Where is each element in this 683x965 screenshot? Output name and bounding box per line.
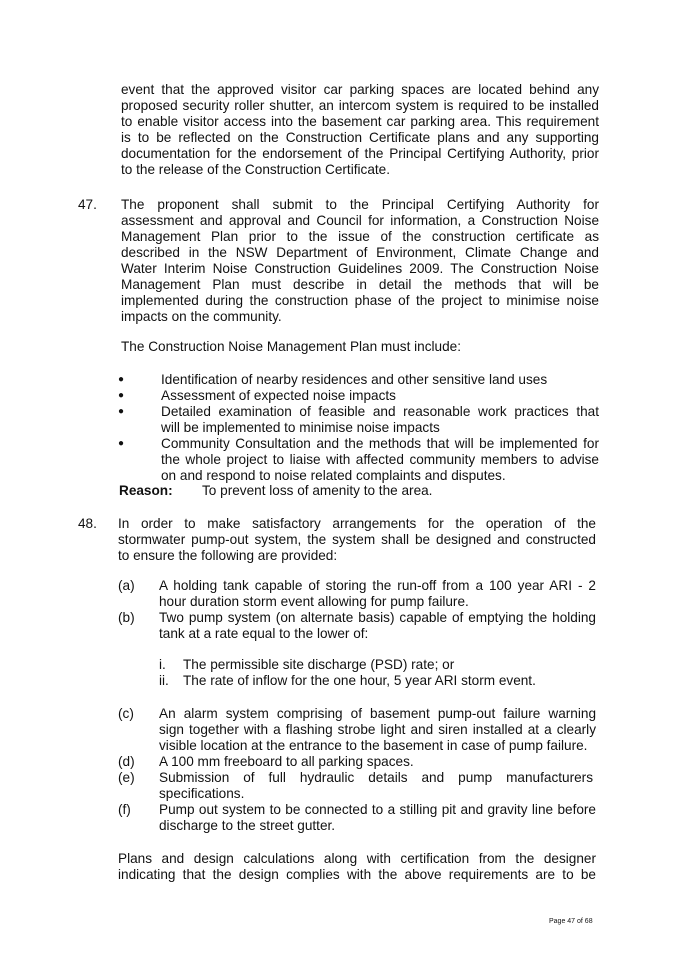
bullet-icon: ● xyxy=(118,374,125,385)
item-text: A 100 mm freeboard to all parking spaces. xyxy=(159,754,414,769)
subitem-label: i. xyxy=(159,657,166,672)
page-number: Page 47 of 68 xyxy=(549,918,593,925)
list-item: Community Consultation and the methods that will be implemented for xyxy=(161,436,599,451)
text-line: documentation for the endorsement of the Principal Certifying Authority, prior xyxy=(121,146,599,161)
text-line: stormwater pump-out system, the system shall be designed and constructed xyxy=(118,532,596,547)
reason-label: Reason: xyxy=(119,483,173,498)
item-label: (a) xyxy=(118,578,135,593)
text-line: indicating that the design complies with the above requirements are to be xyxy=(118,867,596,882)
item-text: visible location at the entrance to the basement in case of pump failure. xyxy=(159,738,588,753)
text-line: to the release of the Construction Certificate. xyxy=(121,162,390,177)
text-line: Management Plan prior to the issue of the construction certificate as xyxy=(121,229,599,244)
must-include-heading: The Construction Noise Management Plan must include: xyxy=(121,339,462,354)
text-line: proposed security roller shutter, an intercom system is required to be installed xyxy=(121,98,599,113)
item-text: A holding tank capable of storing the run-off from a 100 year ARI - 2 xyxy=(159,578,596,593)
subitem-text: The rate of inflow for the one hour, 5 year ARI storm event. xyxy=(183,673,536,688)
item-text: Pump out system to be connected to a stilling pit and gravity line before xyxy=(159,802,596,817)
text-line: The proponent shall submit to the Principal Certifying Authority for xyxy=(121,197,599,212)
item-label: (e) xyxy=(118,770,135,785)
text-line: Management Plan must describe in detail the methods that will be xyxy=(121,277,599,292)
list-item-continued: the whole project to liaise with affected community members to advise xyxy=(161,452,599,467)
item-label: (f) xyxy=(118,802,131,817)
text-line: event that the approved visitor car parking spaces are located behind any xyxy=(121,82,599,97)
item-text: sign together with a flashing strobe light and siren installed at a clearly xyxy=(159,722,596,737)
list-item-continued: on and respond to noise related complaints and disputes. xyxy=(161,468,506,483)
subitem-label: ii. xyxy=(159,673,169,688)
text-line: to enable visitor access into the basement car parking area. This requirement xyxy=(121,114,599,129)
item-text: tank at a rate equal to the lower of: xyxy=(159,626,369,641)
text-line: Plans and design calculations along with certification from the designer xyxy=(118,851,596,866)
condition-number: 47. xyxy=(78,197,97,212)
item-text: hour duration storm event allowing for pump failure. xyxy=(159,594,469,609)
text-line: is to be reflected on the Construction Certificate plans and any supporting xyxy=(121,130,599,145)
text-line: described in the NSW Department of Environment, Climate Change and xyxy=(121,245,599,260)
bullet-icon: ● xyxy=(118,438,125,449)
list-item: Assessment of expected noise impacts xyxy=(161,388,396,403)
item-text: An alarm system comprising of basement pump-out failure warning xyxy=(159,706,596,721)
text-line: to ensure the following are provided: xyxy=(118,548,338,563)
list-item: Identification of nearby residences and other sensitive land uses xyxy=(161,372,548,387)
item-label: (d) xyxy=(118,754,135,769)
item-text: Two pump system (on alternate basis) capable of emptying the holding xyxy=(159,610,596,625)
text-line: assessment and approval and Council for information, a Construction Noise xyxy=(121,213,599,228)
text-line: implemented during the construction phase of the project to minimise noise xyxy=(121,293,599,308)
item-label: (b) xyxy=(118,610,135,625)
list-item-continued: will be implemented to minimise noise impacts xyxy=(161,420,440,435)
item-text: discharge to the street gutter. xyxy=(159,818,336,833)
list-item: Detailed examination of feasible and reasonable work practices that xyxy=(161,404,599,419)
reason-text: To prevent loss of amenity to the area. xyxy=(202,483,433,498)
bullet-icon: ● xyxy=(118,390,125,401)
bullet-icon: ● xyxy=(118,406,125,417)
text-line: impacts on the community. xyxy=(121,309,282,324)
text-line: In order to make satisfactory arrangements for the operation of the xyxy=(118,516,596,531)
subitem-text: The permissible site discharge (PSD) rate; or xyxy=(183,657,455,672)
item-text: Submission of full hydraulic details and pump manufacturers xyxy=(159,770,593,785)
item-label: (c) xyxy=(118,706,134,721)
condition-number: 48. xyxy=(78,516,97,531)
item-text: specifications. xyxy=(159,786,245,801)
text-line: Water Interim Noise Construction Guidelines 2009. The Construction Noise xyxy=(121,261,599,276)
